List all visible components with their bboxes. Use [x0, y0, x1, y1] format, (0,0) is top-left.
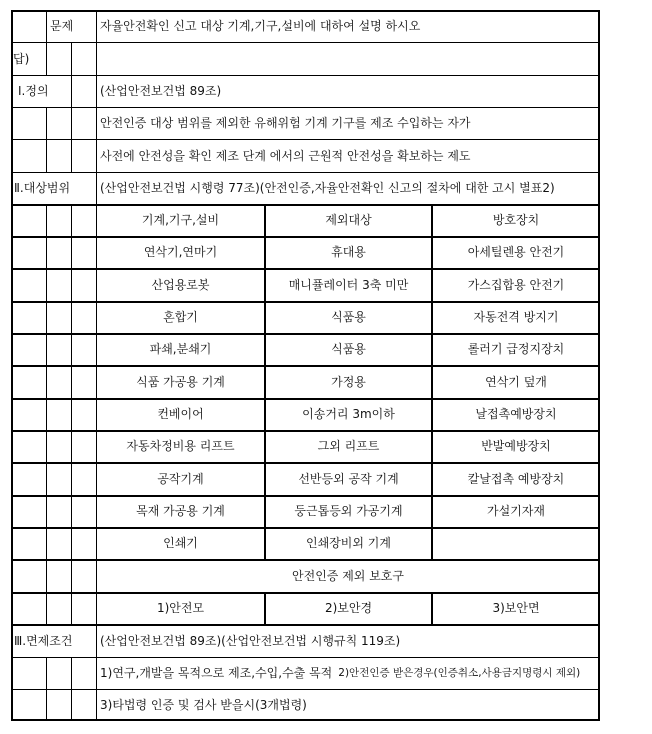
- table-cell: 가정용: [331, 374, 366, 389]
- col-divider: [71, 657, 72, 721]
- table-cell: 인쇄기: [163, 536, 198, 550]
- table-cell: 아세틸렌용 안전기: [467, 245, 565, 259]
- section2-title: Ⅱ.대상범위: [14, 181, 71, 195]
- section1-reference: (산업안전보건법 89조): [100, 84, 222, 98]
- protective-gear-item: 3)보안면: [492, 601, 540, 615]
- table-cell: 자동전격 방지기: [473, 310, 559, 324]
- section3-title: Ⅲ.면제조건: [14, 633, 73, 648]
- col-divider: [264, 592, 266, 624]
- col-divider: [46, 107, 47, 172]
- row-divider: [11, 236, 600, 238]
- row-divider: [11, 107, 600, 108]
- answer-label: 답): [13, 51, 30, 66]
- section1-title: Ⅰ.정의: [18, 84, 49, 98]
- table-cell: 날접촉예방장치: [475, 407, 557, 421]
- row-divider: [11, 365, 600, 367]
- exemption-item-1: 1)연구,개발을 목적으로 제조,수입,수출 목적: [100, 666, 333, 680]
- row-divider: [11, 689, 600, 690]
- row-divider: [11, 657, 600, 658]
- row-divider: [11, 42, 600, 43]
- row-divider: [11, 559, 600, 561]
- table-cell: 칼날접촉 예방장치: [467, 471, 565, 486]
- table-header-machine: 기계,기구,설비: [141, 213, 220, 227]
- table-cell: 인쇄장비외 기계: [306, 536, 391, 550]
- table-cell: 파쇄,분쇄기: [149, 342, 212, 356]
- col-divider: [46, 42, 47, 75]
- table-cell: 혼합기: [163, 310, 198, 324]
- exemption-line-1: [96, 657, 600, 689]
- row-divider: [11, 430, 600, 432]
- exemption-line-2: 3)타법령 인증 및 검사 받을시(3개법령): [100, 698, 307, 712]
- col-divider: [46, 10, 47, 42]
- col-divider: [71, 204, 72, 624]
- col-divider: [71, 75, 72, 172]
- col-divider: [46, 657, 47, 721]
- protective-gear-title: 안전인증 제외 보호구: [292, 568, 404, 583]
- section2-reference: (산업안전보건법 시행령 77조)(안전인증,자율안전확인 신고의 절차에 대한 고시 별표2): [100, 181, 555, 195]
- table-cell: 컨베이어: [157, 407, 204, 421]
- row-divider: [11, 301, 600, 303]
- table-cell: 연삭기 덮개: [485, 374, 547, 389]
- table-cell: 선반등외 공작 기계: [298, 471, 399, 486]
- row-divider: [11, 268, 600, 270]
- row-divider: [11, 462, 600, 464]
- table-header-exclusion: 제외대상: [325, 213, 372, 227]
- col-divider: [431, 204, 433, 559]
- protective-gear-item: 1)안전모: [156, 601, 205, 615]
- col-divider: [431, 592, 433, 624]
- table-cell: 둥근톱등외 가공기계: [294, 504, 403, 518]
- row-divider: [11, 527, 600, 529]
- col-divider: [71, 42, 72, 75]
- table-cell: 휴대용: [331, 245, 366, 259]
- row-divider: [11, 592, 600, 594]
- question-text: 자율안전확인 신고 대상 기계,기구,설비에 대하여 설명 하시오: [100, 19, 421, 33]
- table-cell: [432, 527, 600, 559]
- table-cell: 롤러기 급정지장치: [467, 342, 565, 356]
- table-cell: 이송거리 3m이하: [302, 407, 395, 421]
- row-divider: [11, 204, 600, 206]
- col-divider: [264, 204, 266, 559]
- col-divider: [46, 204, 47, 624]
- table-cell: 식품 가공용 기계: [136, 374, 225, 389]
- table-header-protective-device: 방호장치: [492, 213, 540, 227]
- row-divider: [11, 172, 600, 173]
- definition-line-1: 안전인증 대상 범위를 제외한 유해위험 기계 기구를 제조 수입하는 자가: [100, 116, 471, 130]
- table-cell: 식품용: [331, 310, 366, 324]
- table-cell: 자동차정비용 리프트: [126, 439, 235, 453]
- table-cell: 가설기자재: [487, 504, 545, 518]
- row-divider: [11, 624, 600, 626]
- row-divider: [11, 333, 600, 335]
- table-cell: 그외 리프트: [317, 439, 380, 453]
- table-cell: 반발예방장치: [481, 439, 551, 453]
- row-divider: [11, 398, 600, 400]
- row-divider: [11, 139, 600, 140]
- table-cell: 식품용: [331, 342, 366, 356]
- exemption-item-2: 2)안전인증 받은경우(인증취소,사용금지명령시 제외): [338, 666, 581, 679]
- row-divider: [11, 495, 600, 497]
- table-cell: 산업용로봇: [151, 277, 210, 292]
- table-cell: 공작기계: [157, 471, 204, 486]
- section3-reference: (산업안전보건법 89조)(산업안전보건법 시행규칙 119조): [100, 633, 401, 648]
- col-divider: [96, 10, 97, 721]
- row-divider: [11, 75, 600, 76]
- definition-line-2: 사전에 안전성을 확인 제조 단계 에서의 근원적 안전성을 확보하는 제도: [100, 148, 471, 163]
- table-cell: 가스집합용 안전기: [467, 277, 565, 292]
- table-cell: 목재 가공용 기계: [136, 504, 225, 518]
- table-cell: 매니퓰레이터 3축 미만: [288, 277, 409, 292]
- col-divider: [598, 204, 600, 624]
- protective-gear-item: 2)보안경: [324, 601, 373, 615]
- question-label: 문제: [50, 19, 74, 33]
- table-cell: 연삭기,연마기: [143, 245, 218, 259]
